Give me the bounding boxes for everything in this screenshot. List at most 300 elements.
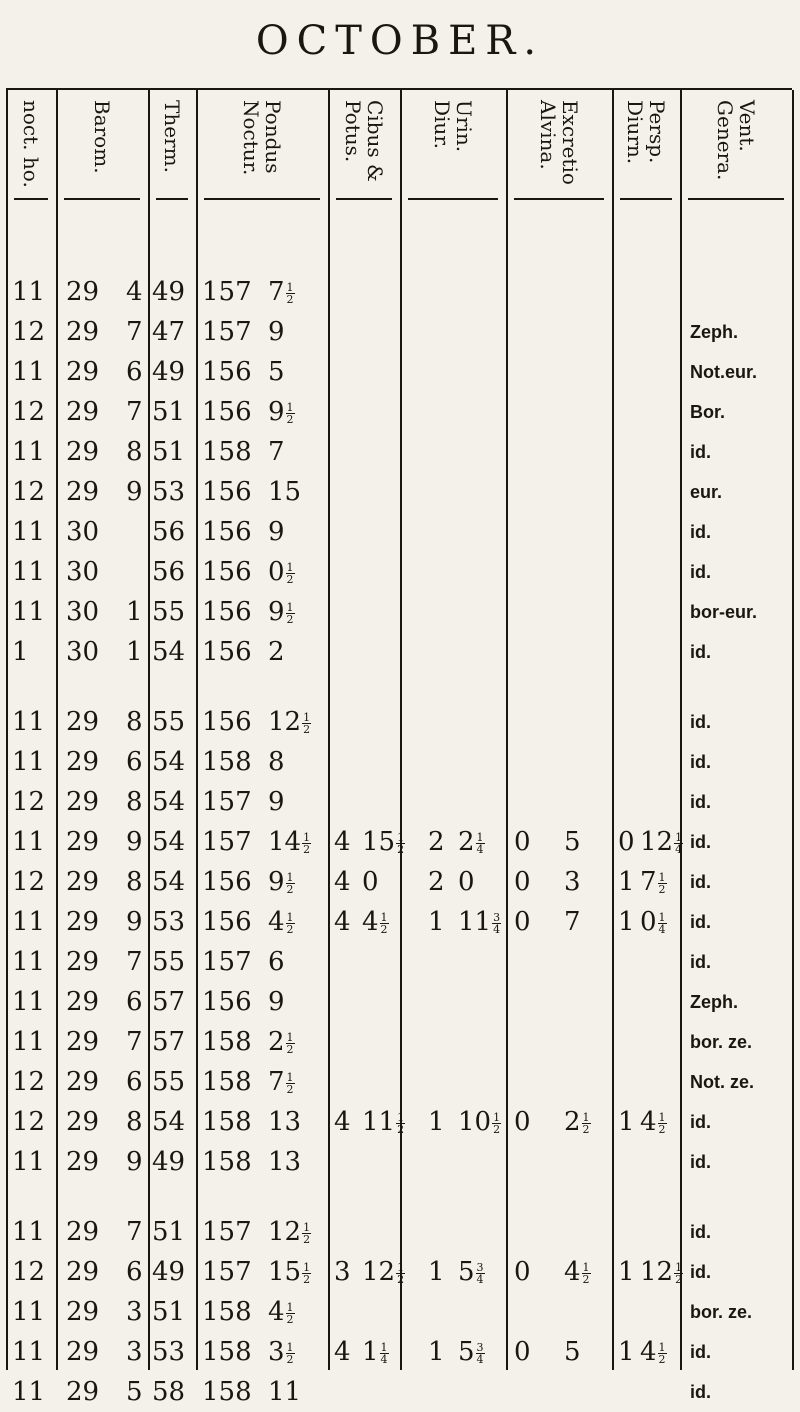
pondus-lb-cell-text: 156 — [202, 357, 252, 387]
therm-cell — [152, 1252, 185, 1292]
wind-cell — [690, 352, 757, 392]
table-row — [0, 782, 800, 822]
pondus-lb-cell-text: 158 — [202, 1147, 252, 1177]
table-row — [0, 702, 800, 742]
cibus-lb-cell — [334, 1252, 351, 1292]
excr-lb-cell-text: 0 — [514, 827, 531, 857]
hour-cell — [12, 1142, 45, 1182]
barom-inch-cell — [66, 592, 99, 632]
pondus-lb-cell — [202, 312, 252, 352]
therm-cell-text: 55 — [152, 707, 186, 737]
therm-cell — [152, 392, 185, 432]
pondus-lb-cell — [202, 902, 252, 942]
pondus-lb-cell-text: 156 — [202, 597, 252, 627]
excr-lb-cell-text: 0 — [514, 1337, 531, 1367]
wind-cell — [690, 1102, 711, 1142]
pondus-lb-cell — [202, 1252, 252, 1292]
table-row — [0, 472, 800, 512]
excr-lb-cell — [514, 822, 531, 862]
column-header-cibus — [328, 100, 400, 190]
urin-oz-cell — [458, 822, 485, 862]
cibus-lb-cell — [334, 1332, 351, 1372]
pondus-oz-cell-text: 9 — [268, 987, 285, 1017]
barom-line-cell — [126, 1062, 143, 1102]
barom-inch-cell — [66, 1332, 99, 1372]
pondus-lb-cell — [202, 862, 252, 902]
wind-cell-text: id. — [690, 1222, 711, 1242]
pondus-lb-cell-text: 157 — [202, 277, 252, 307]
barom-line-cell-text: 8 — [126, 787, 143, 817]
barom-line-cell-text: 6 — [126, 747, 143, 777]
pondus-oz-cell — [268, 982, 285, 1022]
hour-cell-text: 12 — [12, 317, 46, 347]
wind-cell — [690, 472, 722, 512]
pondus-lb-cell-text: 156 — [202, 517, 252, 547]
hour-cell-text: 11 — [12, 827, 46, 857]
therm-cell — [152, 1022, 185, 1062]
barom-line-cell-text: 9 — [126, 907, 143, 937]
persp-lb-cell-text: 1 — [618, 1337, 635, 1367]
barom-line-cell — [126, 272, 143, 312]
barom-line-cell — [126, 942, 143, 982]
hour-cell-text: 12 — [12, 477, 46, 507]
excr-lb-cell-text: 0 — [514, 907, 531, 937]
pondus-oz-cell-text: 9 — [268, 597, 285, 627]
table-row — [0, 552, 800, 592]
wind-cell — [690, 1022, 752, 1062]
therm-cell-text: 51 — [152, 1217, 186, 1247]
pondus-oz-cell-text: 9 — [268, 517, 285, 547]
wind-cell-text: id. — [690, 832, 711, 852]
barom-line-cell-text: 3 — [126, 1297, 143, 1327]
pondus-oz-cell — [268, 1062, 295, 1102]
therm-cell-text: 57 — [152, 1027, 186, 1057]
hour-cell — [12, 822, 45, 862]
barom-inch-cell — [66, 512, 99, 552]
excr-lb-cell — [514, 862, 531, 902]
barom-line-cell — [126, 1332, 143, 1372]
therm-cell-text: 54 — [152, 747, 186, 777]
barom-line-cell — [126, 822, 143, 862]
barom-line-cell-text: 7 — [126, 397, 143, 427]
persp-oz-cell-text: 12 — [640, 1257, 674, 1287]
hour-cell-text: 12 — [12, 397, 46, 427]
hour-cell — [12, 272, 45, 312]
barom-inch-cell — [66, 272, 99, 312]
barom-line-cell — [126, 862, 143, 902]
persp-lb-cell — [618, 1252, 635, 1292]
pondus-oz-cell — [268, 902, 295, 942]
barom-line-cell-text: 7 — [126, 1217, 143, 1247]
cibus-lb-cell — [334, 1102, 351, 1142]
excr-lb-cell-text: 0 — [514, 1257, 531, 1287]
barom-line-cell-text: 8 — [126, 707, 143, 737]
pondus-oz-cell-text: 2 — [268, 1027, 285, 1057]
wind-cell-text: id. — [690, 522, 711, 542]
hour-cell-text: 11 — [12, 517, 46, 547]
therm-cell — [152, 272, 185, 312]
hour-cell — [12, 632, 29, 672]
barom-inch-cell — [66, 1062, 99, 1102]
hour-cell — [12, 942, 45, 982]
hour-cell — [12, 552, 45, 592]
therm-cell — [152, 312, 185, 352]
cibus-oz-cell — [362, 862, 379, 902]
table-row — [0, 512, 800, 552]
therm-cell — [152, 782, 185, 822]
excr-oz-cell-text: 3 — [564, 867, 581, 897]
hour-cell — [12, 512, 45, 552]
fraction: $\frac{1}{2}$ — [303, 1220, 311, 1246]
barom-line-cell — [126, 702, 143, 742]
barom-line-cell — [126, 352, 143, 392]
wind-cell-text: id. — [690, 1152, 711, 1172]
hour-cell-text: 11 — [12, 707, 46, 737]
pondus-lb-cell-text: 156 — [202, 707, 252, 737]
cibus-oz-cell — [362, 822, 405, 862]
cibus-oz-cell-text: 15 — [362, 827, 396, 857]
barom-line-cell-text: 1 — [126, 597, 143, 627]
column-header-underline — [688, 198, 784, 200]
therm-cell-text: 56 — [152, 557, 186, 587]
therm-cell-text: 54 — [152, 787, 186, 817]
barom-inch-cell — [66, 862, 99, 902]
hour-cell — [12, 1252, 45, 1292]
therm-cell — [152, 1142, 185, 1182]
column-header-label: Excretio Alvina. — [536, 100, 582, 185]
column-header-vent — [680, 100, 792, 190]
therm-cell — [152, 632, 185, 672]
barom-line-cell — [126, 902, 143, 942]
barom-line-cell-text: 6 — [126, 1257, 143, 1287]
wind-cell-text: id. — [690, 752, 711, 772]
pondus-oz-cell-text: 7 — [268, 277, 285, 307]
persp-oz-cell — [640, 902, 667, 942]
fraction: $\frac{1}{2}$ — [286, 1070, 294, 1096]
pondus-oz-cell-text: 5 — [268, 357, 285, 387]
barom-line-cell-text: 5 — [126, 1377, 143, 1407]
pondus-oz-cell — [268, 702, 311, 742]
fraction: $\frac{1}{2}$ — [658, 1110, 666, 1136]
urin-lb-cell-text: 2 — [428, 867, 445, 897]
urin-oz-cell-text: 11 — [458, 907, 492, 937]
pondus-lb-cell — [202, 1212, 252, 1252]
pondus-oz-cell-text: 12 — [268, 707, 302, 737]
barom-line-cell — [126, 982, 143, 1022]
fraction: $\frac{3}{4}$ — [493, 910, 501, 936]
therm-cell — [152, 1212, 185, 1252]
pondus-lb-cell-text: 157 — [202, 787, 252, 817]
pondus-oz-cell — [268, 1102, 301, 1142]
hour-cell-text: 11 — [12, 1217, 46, 1247]
pondus-oz-cell-text: 3 — [268, 1337, 285, 1367]
pondus-lb-cell — [202, 392, 252, 432]
pondus-lb-cell — [202, 822, 252, 862]
hour-cell-text: 11 — [12, 987, 46, 1017]
therm-cell — [152, 592, 185, 632]
barom-inch-cell — [66, 1102, 99, 1142]
barom-inch-cell — [66, 822, 99, 862]
therm-cell-text: 55 — [152, 1067, 186, 1097]
wind-cell — [690, 1372, 711, 1412]
wind-cell — [690, 432, 711, 472]
column-header-barom — [56, 100, 148, 190]
excr-oz-cell-text: 5 — [564, 1337, 581, 1367]
barom-line-cell — [126, 1022, 143, 1062]
wind-cell-text: id. — [690, 792, 711, 812]
hour-cell-text: 11 — [12, 1377, 46, 1407]
urin-oz-cell — [458, 902, 501, 942]
urin-lb-cell — [428, 1332, 445, 1372]
pondus-lb-cell — [202, 1142, 252, 1182]
top-rule — [6, 88, 792, 90]
table-row — [0, 1332, 800, 1372]
pondus-lb-cell — [202, 512, 252, 552]
hour-cell-text: 12 — [12, 1257, 46, 1287]
therm-cell-text: 54 — [152, 637, 186, 667]
barom-inch-cell-text: 29 — [66, 987, 100, 1017]
pondus-oz-cell-text: 4 — [268, 1297, 285, 1327]
pondus-oz-cell — [268, 552, 295, 592]
page-title: OCTOBER. — [255, 18, 545, 64]
pondus-lb-cell-text: 156 — [202, 397, 252, 427]
pondus-lb-cell-text: 157 — [202, 317, 252, 347]
pondus-oz-cell-text: 7 — [268, 1067, 285, 1097]
pondus-lb-cell — [202, 1332, 252, 1372]
wind-cell — [690, 702, 711, 742]
barom-inch-cell-text: 29 — [66, 397, 100, 427]
wind-cell-text: Zeph. — [690, 992, 738, 1012]
table-row — [0, 862, 800, 902]
fraction: $\frac{1}{2}$ — [286, 870, 294, 896]
barom-inch-cell-text: 29 — [66, 1107, 100, 1137]
fraction: $\frac{1}{2}$ — [380, 910, 388, 936]
barom-line-cell-text: 8 — [126, 1107, 143, 1137]
hour-cell — [12, 1372, 45, 1412]
pondus-lb-cell-text: 156 — [202, 987, 252, 1017]
cibus-oz-cell-text: 1 — [362, 1337, 379, 1367]
table-row — [0, 272, 800, 312]
pondus-oz-cell — [268, 432, 285, 472]
barom-inch-cell-text: 29 — [66, 437, 100, 467]
fraction: $\frac{1}{2}$ — [286, 910, 294, 936]
barom-line-cell-text: 9 — [126, 1147, 143, 1177]
barom-line-cell — [126, 392, 143, 432]
wind-cell — [690, 312, 738, 352]
barom-inch-cell-text: 29 — [66, 1257, 100, 1287]
pondus-lb-cell-text: 158 — [202, 1297, 252, 1327]
fraction: $\frac{1}{4}$ — [675, 830, 683, 856]
urin-oz-cell-text: 2 — [458, 827, 475, 857]
pondus-oz-cell-text: 12 — [268, 1217, 302, 1247]
pondus-oz-cell — [268, 272, 295, 312]
fraction: $\frac{1}{4}$ — [380, 1340, 388, 1366]
therm-cell-text: 47 — [152, 317, 186, 347]
hour-cell-text: 11 — [12, 357, 46, 387]
table-row — [0, 312, 800, 352]
table-row — [0, 822, 800, 862]
table-row — [0, 1212, 800, 1252]
barom-line-cell — [126, 432, 143, 472]
pondus-lb-cell — [202, 782, 252, 822]
pondus-oz-cell-text: 2 — [268, 637, 285, 667]
therm-cell — [152, 1292, 185, 1332]
pondus-oz-cell — [268, 1022, 295, 1062]
hour-cell — [12, 592, 45, 632]
fraction: $\frac{1}{2}$ — [397, 1110, 405, 1136]
wind-cell — [690, 742, 711, 782]
pondus-oz-cell-text: 13 — [268, 1147, 302, 1177]
table-row — [0, 942, 800, 982]
hour-cell-text: 11 — [12, 277, 46, 307]
barom-line-cell — [126, 312, 143, 352]
persp-lb-cell — [618, 822, 635, 862]
cibus-oz-cell — [362, 1332, 389, 1372]
barom-inch-cell — [66, 782, 99, 822]
column-header-label: Barom. — [90, 100, 114, 174]
excr-oz-cell — [564, 1252, 591, 1292]
column-header-urin — [400, 100, 506, 190]
fraction: $\frac{1}{4}$ — [658, 910, 666, 936]
barom-line-cell-text: 8 — [126, 437, 143, 467]
wind-cell — [690, 1252, 711, 1292]
pondus-lb-cell-text: 158 — [202, 1067, 252, 1097]
cibus-lb-cell-text: 4 — [334, 1107, 351, 1137]
fraction: $\frac{1}{2}$ — [303, 710, 311, 736]
persp-oz-cell — [640, 1252, 683, 1292]
therm-cell-text: 54 — [152, 1107, 186, 1137]
excr-oz-cell — [564, 1332, 581, 1372]
barom-line-cell-text: 3 — [126, 1337, 143, 1367]
hour-cell-text: 11 — [12, 597, 46, 627]
barom-inch-cell — [66, 1212, 99, 1252]
cibus-oz-cell — [362, 1102, 405, 1142]
table-row — [0, 1372, 800, 1412]
pondus-lb-cell-text: 158 — [202, 1027, 252, 1057]
wind-cell — [690, 1292, 752, 1332]
pondus-lb-cell-text: 158 — [202, 1377, 252, 1407]
table-row — [0, 1252, 800, 1292]
barom-line-cell — [126, 592, 143, 632]
table-row — [0, 982, 800, 1022]
hour-cell — [12, 1212, 45, 1252]
barom-inch-cell — [66, 392, 99, 432]
excr-lb-cell — [514, 902, 531, 942]
pondus-oz-cell — [268, 632, 285, 672]
barom-line-cell-text: 6 — [126, 987, 143, 1017]
table-row — [0, 1022, 800, 1062]
barom-line-cell-text: 7 — [126, 1027, 143, 1057]
pondus-lb-cell-text: 157 — [202, 827, 252, 857]
excr-lb-cell — [514, 1252, 531, 1292]
pondus-lb-cell-text: 156 — [202, 907, 252, 937]
barom-inch-cell — [66, 552, 99, 592]
barom-inch-cell — [66, 702, 99, 742]
barom-inch-cell-text: 29 — [66, 1027, 100, 1057]
pondus-oz-cell — [268, 592, 295, 632]
persp-oz-cell-text: 0 — [640, 907, 657, 937]
wind-cell — [690, 942, 711, 982]
barom-inch-cell-text: 29 — [66, 1147, 100, 1177]
barom-inch-cell-text: 29 — [66, 947, 100, 977]
urin-oz-cell-text: 5 — [458, 1257, 475, 1287]
pondus-lb-cell — [202, 1372, 252, 1412]
table-row — [0, 1102, 800, 1142]
barom-inch-cell-text: 29 — [66, 1297, 100, 1327]
fraction: $\frac{1}{2}$ — [582, 1260, 590, 1286]
excr-oz-cell — [564, 902, 581, 942]
barom-inch-cell — [66, 902, 99, 942]
fraction: $\frac{1}{2}$ — [286, 400, 294, 426]
barom-inch-cell-text: 30 — [66, 557, 100, 587]
barom-line-cell — [126, 1212, 143, 1252]
hour-cell — [12, 1062, 45, 1102]
wind-cell — [690, 552, 711, 592]
hour-cell-text: 12 — [12, 1107, 46, 1137]
pondus-oz-cell — [268, 352, 285, 392]
table-row — [0, 1292, 800, 1332]
persp-lb-cell-text: 1 — [618, 1257, 635, 1287]
urin-lb-cell — [428, 902, 445, 942]
therm-cell — [152, 472, 185, 512]
therm-cell-text: 51 — [152, 1297, 186, 1327]
pondus-lb-cell — [202, 742, 252, 782]
wind-cell — [690, 1062, 754, 1102]
hour-cell-text: 11 — [12, 1027, 46, 1057]
pondus-oz-cell-text: 9 — [268, 317, 285, 347]
cibus-lb-cell — [334, 822, 351, 862]
barom-line-cell — [126, 782, 143, 822]
therm-cell-text: 58 — [152, 1377, 186, 1407]
wind-cell-text: bor-eur. — [690, 602, 758, 622]
cibus-lb-cell-text: 4 — [334, 827, 351, 857]
therm-cell — [152, 742, 185, 782]
fraction: $\frac{1}{2}$ — [286, 280, 294, 306]
therm-cell-text: 55 — [152, 597, 186, 627]
barom-inch-cell-text: 30 — [66, 597, 100, 627]
therm-cell-text: 56 — [152, 517, 186, 547]
urin-oz-cell — [458, 862, 475, 902]
therm-cell — [152, 432, 185, 472]
table-row — [0, 742, 800, 782]
urin-oz-cell — [458, 1252, 485, 1292]
persp-lb-cell — [618, 902, 635, 942]
column-header-underline — [204, 198, 320, 200]
fraction: $\frac{1}{2}$ — [303, 830, 311, 856]
cibus-oz-cell — [362, 1252, 405, 1292]
therm-cell — [152, 1332, 185, 1372]
therm-cell — [152, 902, 185, 942]
barom-inch-cell — [66, 982, 99, 1022]
fraction: $\frac{1}{2}$ — [286, 1340, 294, 1366]
barom-line-cell-text: 1 — [126, 637, 143, 667]
pondus-oz-cell — [268, 1332, 295, 1372]
pondus-oz-cell — [268, 312, 285, 352]
therm-cell — [152, 552, 185, 592]
table-row — [0, 632, 800, 672]
pondus-lb-cell-text: 156 — [202, 637, 252, 667]
urin-oz-cell — [458, 1102, 501, 1142]
fraction: $\frac{1}{2}$ — [286, 1030, 294, 1056]
column-header-label: Pondus Noctur. — [239, 100, 285, 176]
wind-cell-text: id. — [690, 952, 711, 972]
barom-line-cell — [126, 1102, 143, 1142]
pondus-oz-cell-text: 11 — [268, 1377, 302, 1407]
therm-cell-text: 54 — [152, 827, 186, 857]
barom-inch-cell-text: 29 — [66, 277, 100, 307]
wind-cell — [690, 902, 711, 942]
pondus-lb-cell-text: 157 — [202, 1217, 252, 1247]
